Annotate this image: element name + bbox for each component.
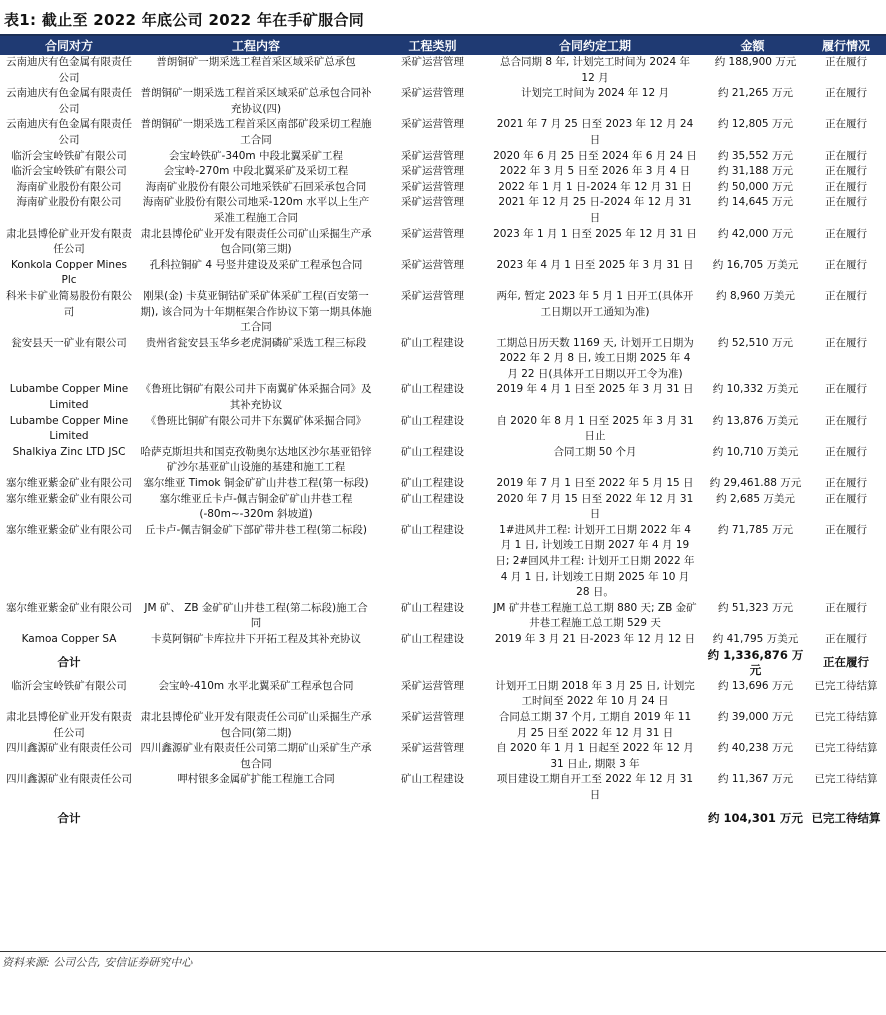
cell-period: 两年, 暂定 2023 年 5 月 1 日开工(具体开工日期以开工通知为准) xyxy=(496,289,694,318)
cell-party: 科米卡矿业简易股份有限公司 xyxy=(6,289,132,318)
table-row xyxy=(0,679,886,710)
cell-amount: 约 39,000 万元 xyxy=(718,710,793,723)
header-category: 工程类别 xyxy=(374,36,491,55)
cell-amount: 约 40,238 万元 xyxy=(718,742,793,755)
cell-period: 1#进风井工程: 计划开工日期 2022 年 4 月 1 日, 计划竣工日期 2027 年 4 月 19 日; 2#回风井工程: 计划开工日期 2022 年 4 月 1 日, 计划竣工日期 2025 年 10 月 28 日。 xyxy=(495,523,695,599)
cell-status: 正在履行 xyxy=(825,414,867,427)
total-status: 正在履行 xyxy=(823,655,869,670)
header-status: 履行情况 xyxy=(806,36,886,55)
cell-content: 塞尔维亚丘卡卢-佩吉铜金矿矿山井巷工程(-80m~-320m 斜坡道) xyxy=(159,492,353,521)
cell-content: 普朗铜矿一期采选工程首采区域采矿总承包合同补充协议(四) xyxy=(140,87,372,115)
cell-category: 矿山工程建设 xyxy=(401,632,464,645)
cell-period: 2023 年 4 月 1 日至 2025 年 3 月 31 日 xyxy=(496,258,694,271)
source-note: 资料来源: 公司公告, 安信证券研究中心 xyxy=(2,956,193,969)
cell-party: 四川鑫源矿业有限责任公司 xyxy=(6,742,132,755)
cell-content: 普朗铜矿一期采选工程首采区南部矿段采切工程施工合同 xyxy=(140,118,372,146)
cell-amount: 约 188,900 万元 xyxy=(714,56,797,68)
cell-amount: 约 8,960 万美元 xyxy=(716,289,795,302)
cell-category: 采矿运营管理 xyxy=(401,742,464,755)
cell-status: 正在履行 xyxy=(825,149,867,162)
cell-party: 云南迪庆有色金属有限责任公司 xyxy=(6,56,132,84)
cell-period: 自 2020 年 1 月 1 日起至 2022 年 12 月 31 日止, 期限 3 年 xyxy=(496,742,694,770)
cell-period: 2020 年 6 月 25 日至 2024 年 6 月 24 日 xyxy=(493,149,697,162)
cell-amount: 约 50,000 万元 xyxy=(718,180,793,193)
cell-category: 矿山工程建设 xyxy=(401,477,464,490)
total-spacer xyxy=(138,804,699,834)
cell-party: Lubambe Copper Mine Limited xyxy=(9,414,129,443)
table-row xyxy=(0,149,886,165)
cell-period: 2022 年 3 月 5 日至 2026 年 3 月 4 日 xyxy=(499,165,691,178)
cell-party: 塞尔维亚紫金矿业有限公司 xyxy=(6,523,132,536)
cell-content: 会宝岭-270m 中段北翼采矿及采切工程 xyxy=(163,165,349,178)
total-row xyxy=(0,648,886,679)
cell-amount: 约 13,876 万美元 xyxy=(712,414,799,427)
cell-period: 合同工期 50 个月 xyxy=(553,445,637,458)
cell-amount: 约 13,696 万元 xyxy=(718,679,793,692)
cell-amount: 约 35,552 万元 xyxy=(718,149,793,162)
cell-category: 采矿运营管理 xyxy=(401,289,464,302)
cell-category: 矿山工程建设 xyxy=(401,336,464,349)
table-row xyxy=(0,445,886,476)
cell-party: 云南迪庆有色金属有限责任公司 xyxy=(6,118,132,146)
table-row xyxy=(0,195,886,226)
cell-content: 丘卡卢-佩吉铜金矿下部矿带井巷工程(第二标段) xyxy=(145,523,367,536)
cell-amount: 约 14,645 万元 xyxy=(718,196,793,209)
cell-period: 2021 年 7 月 25 日至 2023 年 12 月 24 日 xyxy=(496,118,694,146)
cell-party: Kamoa Copper SA xyxy=(21,632,117,645)
table-header xyxy=(0,36,886,55)
cell-party: 塞尔维亚紫金矿业有限公司 xyxy=(6,492,132,505)
cell-status: 正在履行 xyxy=(825,523,867,536)
cell-amount: 约 41,795 万美元 xyxy=(712,632,799,645)
contracts-table xyxy=(0,36,886,834)
cell-party: 瓮安县天一矿业有限公司 xyxy=(11,336,127,349)
header-amount: 金额 xyxy=(699,36,806,55)
cell-period: JM 矿井巷工程施工总工期 880 天; ZB 金矿井巷工程施工总工期 529 天 xyxy=(493,601,697,630)
cell-content: 《鲁班比铜矿有限公司井下东翼矿体采掘合同》 xyxy=(145,414,367,427)
cell-party: Shalkiya Zinc LTD JSC xyxy=(12,445,126,458)
total-status: 已完工待结算 xyxy=(811,810,881,825)
total-row xyxy=(0,804,886,834)
cell-category: 矿山工程建设 xyxy=(401,492,464,505)
cell-content: JM 矿、 ZB 金矿矿山井巷工程(第二标段)施工合同 xyxy=(144,601,368,630)
cell-status: 正在履行 xyxy=(825,227,867,240)
cell-amount: 约 71,785 万元 xyxy=(718,523,793,536)
table-row xyxy=(0,55,886,86)
table-row xyxy=(0,492,886,523)
total-label: 合计 xyxy=(57,655,81,670)
cell-amount: 约 16,705 万美元 xyxy=(712,258,799,271)
cell-period: 2019 年 7 月 1 日至 2022 年 5 月 15 日 xyxy=(496,477,694,490)
cell-category: 采矿运营管理 xyxy=(401,118,464,131)
cell-period: 2020 年 7 月 15 日至 2022 年 12 月 31 日 xyxy=(496,492,694,521)
cell-amount: 约 10,710 万美元 xyxy=(712,445,799,458)
cell-content: 肃北县博伦矿业开发有限责任公司矿山采掘生产承包合同(第三期) xyxy=(140,227,372,256)
cell-amount: 约 52,510 万元 xyxy=(718,336,793,349)
cell-status: 正在履行 xyxy=(825,601,867,614)
cell-content: 《鲁班比铜矿有限公司井下南翼矿体采掘合同》及其补充协议 xyxy=(140,383,372,412)
cell-party: 云南迪庆有色金属有限责任公司 xyxy=(6,87,132,115)
cell-category: 采矿运营管理 xyxy=(401,87,464,100)
bottom-rule xyxy=(0,951,886,952)
cell-content: 海南矿业股份有限公司地采铁矿石回采承包合同 xyxy=(145,180,367,193)
cell-category: 矿山工程建设 xyxy=(401,601,464,614)
cell-content: 卡莫阿铜矿卡库拉井下开拓工程及其补充协议 xyxy=(151,632,361,645)
cell-party: Konkola Copper Mines Plc xyxy=(10,258,128,287)
table-row xyxy=(0,164,886,180)
cell-category: 采矿运营管理 xyxy=(401,196,464,209)
cell-amount: 约 21,265 万元 xyxy=(718,87,793,100)
table-row xyxy=(0,336,886,383)
cell-content: 四川鑫源矿业有限责任公司第二期矿山采矿生产承包合同 xyxy=(140,742,372,770)
cell-category: 采矿运营管理 xyxy=(401,149,464,162)
cell-amount: 约 42,000 万元 xyxy=(718,227,793,240)
cell-content: 孔科拉铜矿 4 号竖井建设及采矿工程承包合同 xyxy=(149,258,363,271)
total-spacer xyxy=(138,648,699,679)
cell-category: 采矿运营管理 xyxy=(401,180,464,193)
cell-status: 正在履行 xyxy=(825,258,867,271)
cell-period: 工期总日历天数 1169 天, 计划开工日期为 2022 年 2 月 8 日, 竣工日期 2025 年 4 月 22 日(具体开工日期以开工令为准) xyxy=(496,336,694,380)
table-row xyxy=(0,601,886,632)
cell-status: 正在履行 xyxy=(825,383,867,396)
cell-category: 采矿运营管理 xyxy=(401,258,464,271)
table-row xyxy=(0,710,886,741)
cell-amount: 约 51,323 万元 xyxy=(718,601,793,614)
cell-status: 已完工待结算 xyxy=(814,742,878,755)
cell-status: 正在履行 xyxy=(825,165,867,178)
cell-amount: 约 11,367 万元 xyxy=(718,773,793,786)
cell-content: 刚果(金) 卡莫亚铜钴矿采矿体采矿工程(百安第一期), 该合同为十年期框架合作协议下第一期具体施工合同 xyxy=(140,289,372,334)
cell-content: 呷村银多金属矿扩能工程施工合同 xyxy=(177,773,335,786)
total-amount: 约 104,301 万元 xyxy=(708,810,803,825)
cell-status: 正在履行 xyxy=(825,445,867,458)
cell-party: 海南矿业股份有限公司 xyxy=(16,196,122,209)
table-row xyxy=(0,741,886,772)
cell-category: 采矿运营管理 xyxy=(401,679,464,692)
cell-period: 2019 年 4 月 1 日至 2025 年 3 月 31 日 xyxy=(496,383,694,396)
cell-status: 正在履行 xyxy=(825,477,867,490)
cell-status: 正在履行 xyxy=(825,196,867,209)
cell-party: 临沂会宝岭铁矿有限公司 xyxy=(11,679,127,692)
cell-amount: 约 2,685 万美元 xyxy=(716,492,795,505)
cell-period: 项目建设工期自开工至 2022 年 12 月 31 日 xyxy=(496,773,694,801)
cell-content: 会宝岭铁矿-340m 中段北翼采矿工程 xyxy=(169,149,343,162)
header-content: 工程内容 xyxy=(138,36,374,55)
cell-category: 采矿运营管理 xyxy=(401,227,464,240)
table-row xyxy=(0,86,886,117)
table-row xyxy=(0,382,886,413)
total-amount: 约 1,336,876 万元 xyxy=(707,647,804,678)
table-row xyxy=(0,523,886,601)
cell-status: 已完工待结算 xyxy=(814,710,878,723)
cell-status: 正在履行 xyxy=(825,289,867,302)
table-row xyxy=(0,117,886,148)
cell-status: 已完工待结算 xyxy=(814,679,878,692)
table-row xyxy=(0,180,886,196)
cell-category: 矿山工程建设 xyxy=(401,414,464,427)
cell-category: 采矿运营管理 xyxy=(401,710,464,723)
cell-status: 正在履行 xyxy=(825,180,867,193)
cell-party: 海南矿业股份有限公司 xyxy=(16,180,122,193)
cell-party: 肃北县博伦矿业开发有限责任公司 xyxy=(6,710,132,739)
cell-content: 肃北县博伦矿业开发有限责任公司矿山采掘生产承包合同(第二期) xyxy=(140,710,372,739)
cell-content: 哈萨克斯坦共和国克孜勒奥尔达地区沙尔基亚铅锌矿沙尔基亚矿山设施的基建和施工工程 xyxy=(140,445,372,474)
cell-period: 计划完工时间为 2024 年 12 月 xyxy=(521,87,669,100)
cell-category: 矿山工程建设 xyxy=(401,523,464,536)
cell-category: 矿山工程建设 xyxy=(401,383,464,396)
total-label: 合计 xyxy=(57,810,81,825)
cell-status: 正在履行 xyxy=(825,118,867,131)
table-row xyxy=(0,414,886,445)
cell-period: 合同总工期 37 个月, 工期自 2019 年 11 月 25 日至 2022 年 12 月 31 日 xyxy=(498,710,692,739)
cell-category: 矿山工程建设 xyxy=(401,445,464,458)
cell-status: 正在履行 xyxy=(825,87,867,100)
cell-category: 采矿运营管理 xyxy=(401,56,464,68)
table-row xyxy=(0,632,886,648)
table-title: 表1: 截止至 2022 年底公司 2022 年在手矿服合同 xyxy=(4,11,365,29)
cell-period: 2019 年 3 月 21 日-2023 年 12 月 12 日 xyxy=(494,632,696,645)
cell-category: 矿山工程建设 xyxy=(401,773,464,786)
header-period: 合同约定工期 xyxy=(491,36,699,55)
table-row xyxy=(0,772,886,803)
cell-status: 正在履行 xyxy=(825,492,867,505)
cell-status: 已完工待结算 xyxy=(814,773,878,786)
cell-content: 贵州省瓮安县玉华乡老虎洞磷矿采选工程三标段 xyxy=(145,336,367,349)
table-row xyxy=(0,476,886,492)
cell-party: Lubambe Copper Mine Limited xyxy=(9,383,129,412)
cell-period: 自 2020 年 8 月 1 日至 2025 年 3 月 31 日止 xyxy=(496,414,694,443)
cell-content: 塞尔维亚 Timok 铜金矿矿山井巷工程(第一标段) xyxy=(143,477,369,490)
cell-amount: 约 29,461.88 万元 xyxy=(709,477,802,490)
cell-category: 采矿运营管理 xyxy=(401,165,464,178)
cell-amount: 约 31,188 万元 xyxy=(718,165,793,178)
cell-party: 临沂会宝岭铁矿有限公司 xyxy=(11,149,127,162)
cell-status: 正在履行 xyxy=(825,56,867,68)
cell-party: 临沂会宝岭铁矿有限公司 xyxy=(11,165,127,178)
cell-party: 四川鑫源矿业有限责任公司 xyxy=(6,773,132,786)
cell-status: 正在履行 xyxy=(825,632,867,645)
table-row xyxy=(0,227,886,258)
table-body xyxy=(0,55,886,834)
cell-period: 2023 年 1 月 1 日至 2025 年 12 月 31 日 xyxy=(493,227,697,240)
table-row xyxy=(0,289,886,336)
cell-period: 总合同期 8 年, 计划完工时间为 2024 年 12 月 xyxy=(500,56,690,84)
cell-period: 2021 年 12 月 25 日-2024 年 12 月 31 日 xyxy=(498,196,692,224)
cell-party: 肃北县博伦矿业开发有限责任公司 xyxy=(6,227,132,256)
cell-party: 塞尔维亚紫金矿业有限公司 xyxy=(6,477,132,490)
cell-period: 2022 年 1 月 1 日-2024 年 12 月 31 日 xyxy=(498,180,692,193)
cell-amount: 约 12,805 万元 xyxy=(718,118,793,131)
cell-status: 正在履行 xyxy=(825,336,867,349)
table-row xyxy=(0,258,886,289)
cell-content: 海南矿业股份有限公司地采-120m 水平以上生产采准工程施工合同 xyxy=(142,196,370,224)
cell-content: 普朗铜矿一期采选工程首采区域采矿总承包 xyxy=(156,56,356,68)
cell-period: 计划开工日期 2018 年 3 月 25 日, 计划完工时间至 2022 年 10 月 24 日 xyxy=(495,679,695,708)
cell-party: 塞尔维亚紫金矿业有限公司 xyxy=(6,601,132,614)
header-party: 合同对方 xyxy=(0,36,138,55)
cell-amount: 约 10,332 万美元 xyxy=(712,383,799,396)
cell-content: 会宝岭-410m 水平北翼采矿工程承包合同 xyxy=(158,679,354,692)
